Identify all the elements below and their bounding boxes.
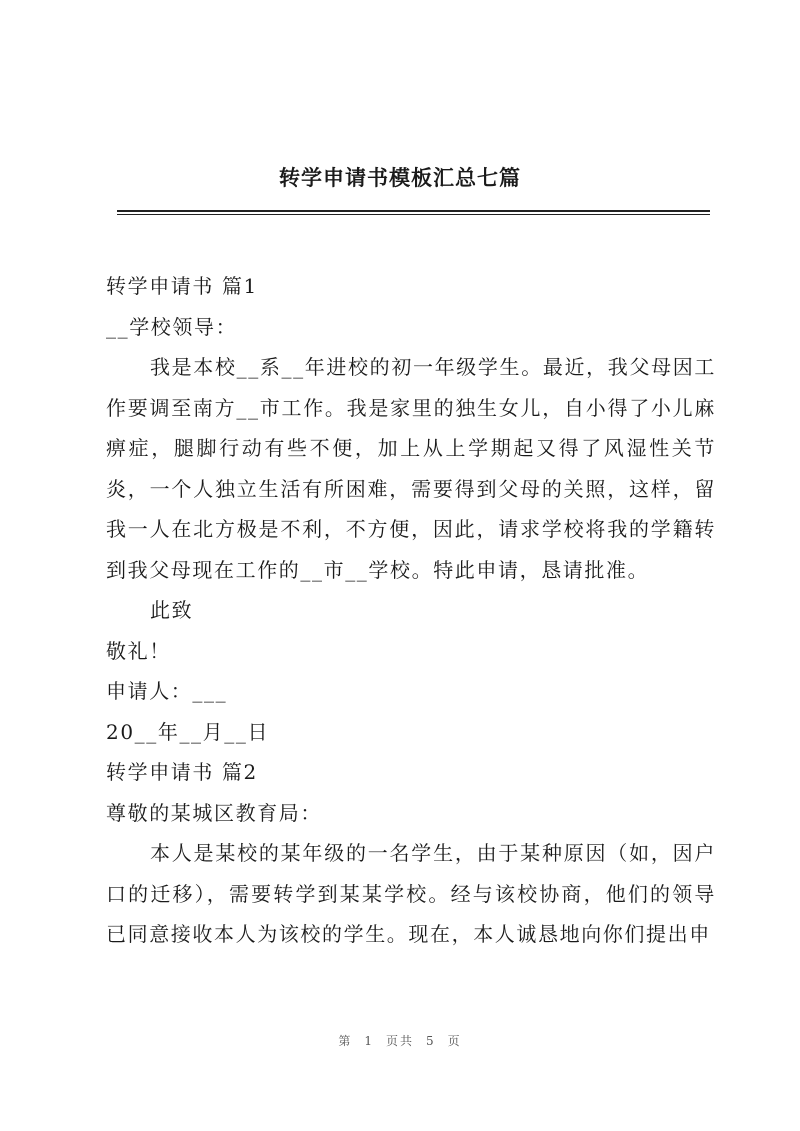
document-title: 转学申请书模板汇总七篇 <box>279 166 521 190</box>
footer-page-current: 1 <box>364 1034 374 1048</box>
footer-label-total-prefix: 页共 <box>385 1034 414 1048</box>
document-body <box>106 266 716 955</box>
letter1-closing-jing-li: 敬礼！ <box>106 638 171 663</box>
letter2-salutation: 尊敬的某城区教育局： <box>106 800 322 825</box>
page-footer <box>0 1032 800 1049</box>
letter1-closing-ci-zhi: 此致 <box>150 598 194 622</box>
letter1-heading: 转学申请书 篇1 <box>106 274 258 298</box>
letter2-heading: 转学申请书 篇2 <box>106 760 258 784</box>
title-underline-thick <box>117 210 710 212</box>
footer-label-total-suffix: 页 <box>447 1034 462 1048</box>
letter2-body: 本人是某校的某年级的一名学生，由于某种原因（如，因户口的迁移），需要转学到某某学校。经与该校协商，他们的领导已同意接收本人为该校的学生。现在，本人诚恳地向你们提出申 <box>106 841 716 946</box>
footer-label-page: 第 <box>338 1034 353 1048</box>
letter1-date: 20__年__月__日 <box>106 719 270 744</box>
letter1-body: 我是本校__系__年进校的初一年级学生。最近，我父母因工作要调至南方__市工作。我是家里的独生女儿，自小得了小儿麻痹症，腿脚行动有些不便，加上从上学期起又得了风湿性关节炎，一个人独立生活有所困难，需要得到父母的关照，这样，留我一人在北方极是不利，不方便，因此，请求学校将我的学籍转到我父母现在工作的__市__学校。特此申请，恳请批准。 <box>106 355 716 582</box>
footer-page-total: 5 <box>426 1034 436 1048</box>
title-underline-thin <box>117 214 710 215</box>
letter1-applicant: 申请人：___ <box>106 679 228 703</box>
letter1-salutation: __学校领导： <box>106 314 238 339</box>
